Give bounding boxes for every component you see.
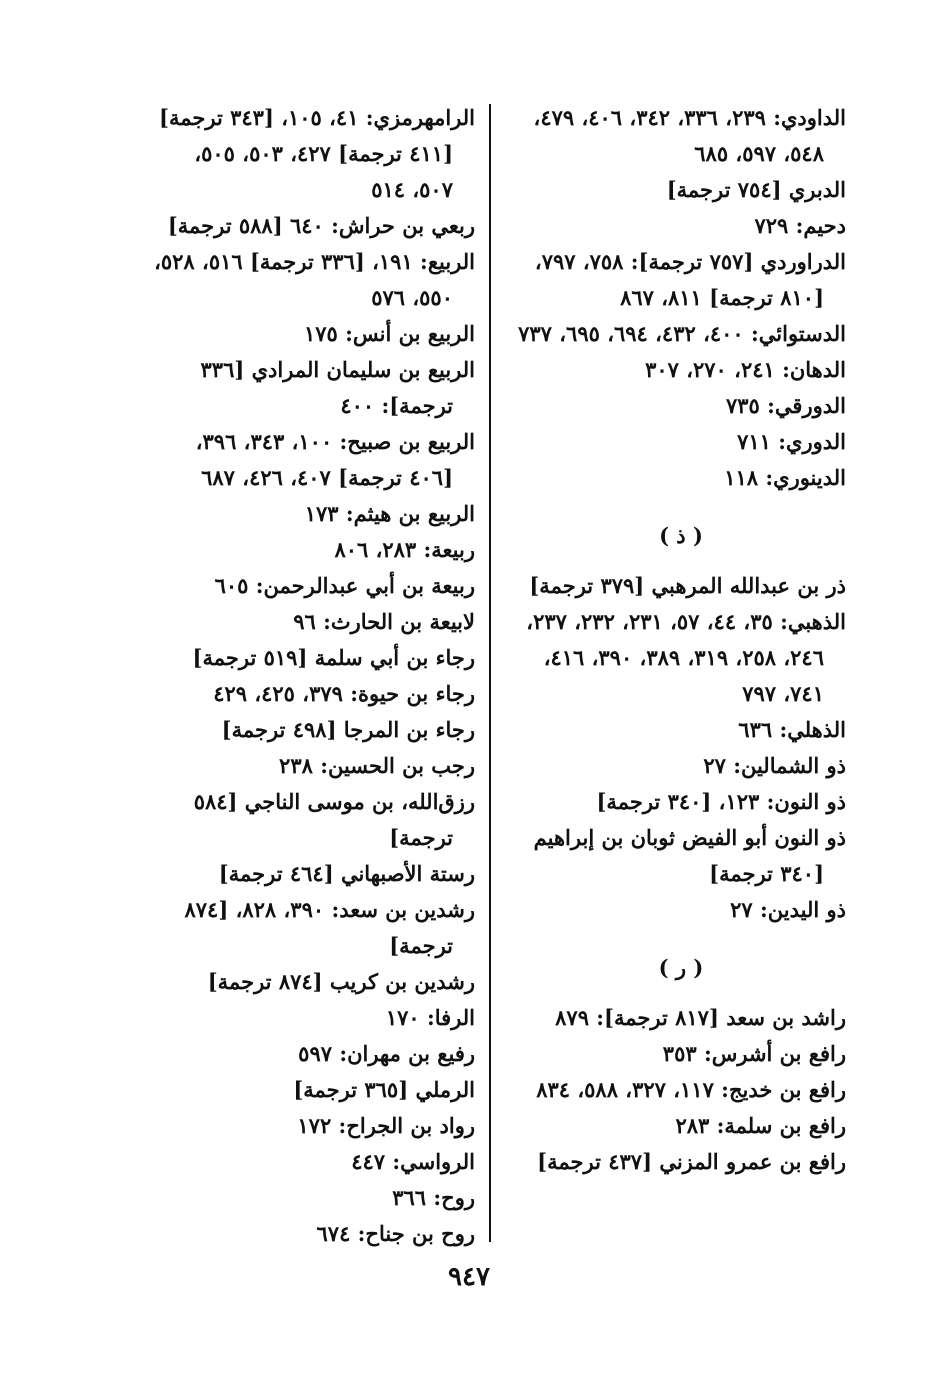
index-entry: ربيعة بن أبي عبدالرحمن: ٦٠٥: [214, 573, 475, 598]
page-number: ٩٤٧: [448, 1262, 490, 1292]
index-entry: ذو الشمالين: ٢٧: [703, 753, 846, 778]
index-entry: الدوري: ٧١١: [737, 429, 846, 454]
index-entry: رافع بن أشرس: ٣٥٣: [662, 1041, 846, 1066]
index-entry: الربيع بن صبيح: ١٠٠، ٣٤٣، ٣٩٦، [٤٠٦ ترجمة] ٤٠٧، ٤٢٦، ٦٨٧: [195, 429, 475, 490]
index-entry: ربيعة: ٢٨٣، ٨٠٦: [334, 537, 475, 562]
index-entry: ذر بن عبدالله المرهبي [٣٧٩ ترجمة]: [529, 573, 846, 598]
index-entry: رزق‌الله، بن موسى الناجي [٥٨٤ ترجمة]: [193, 789, 475, 850]
index-entry: رشدين بن سعد: ٣٩٠، ٨٢٨، [٨٧٤ ترجمة]: [184, 897, 475, 958]
index-entry: الرواسي: ٤٤٧: [351, 1149, 475, 1174]
index-entry: الذهلي: ٦٣٦: [738, 717, 846, 742]
index-entry: دحيم: ٧٢٩: [754, 213, 846, 238]
index-entry: رواد بن الجراح: ١٧٢: [297, 1113, 475, 1138]
index-entry: الرامهرمزي: ٤١، ١٠٥، [٣٤٣ ترجمة] [٤١١ ترجمة] ٤٢٧، ٥٠٣، ٥٠٥، ٥٠٧، ٥١٤: [159, 105, 475, 202]
index-entry: رفيع بن مهران: ٥٩٧: [298, 1041, 475, 1066]
index-entry: رستة الأصبهاني [٤٦٤ ترجمة]: [218, 861, 475, 886]
index-column-right: [150, 100, 475, 1252]
index-entry: الربيع بن أنس: ١٧٥: [304, 321, 475, 346]
index-entry: الدورقي: ٧٣٥: [726, 393, 846, 418]
entry-group-dal: [516, 100, 846, 496]
index-entry: الداودي: ٢٣٩، ٣٣٦، ٣٤٢، ٤٠٦، ٤٧٩، ٥٤٨، ٥٩٧، ٦٨٥: [533, 105, 846, 166]
index-entry: ذو اليدين: ٢٧: [730, 897, 846, 922]
index-entry: روح بن جناح: ٦٧٤: [316, 1221, 475, 1246]
section-heading-ra: ( ر ): [658, 955, 704, 980]
index-entry: رافع بن خديج: ١١٧، ٣٢٧، ٥٨٨، ٨٣٤: [536, 1077, 846, 1102]
index-entry: ذو النون: ١٢٣، [٣٤٠ ترجمة]: [596, 789, 846, 814]
index-entry: لابيعة بن الحارث: ٩٦: [293, 609, 475, 634]
index-entry: الربيع بن هيثم: ١٧٣: [304, 501, 475, 526]
index-entry: رافع بن سلمة: ٢٨٣: [675, 1113, 846, 1138]
index-entry: رافع بن عمرو المزني [٤٣٧ ترجمة]: [537, 1149, 846, 1174]
index-entry: راشد بن سعد [٨١٧ ترجمة]: ٨٧٩: [555, 1005, 846, 1030]
index-entry: الدبري [٧٥٤ ترجمة]: [666, 177, 846, 202]
index-entry: الربيع بن سليمان المرادي [٣٣٦ ترجمة]: ٤٠٠: [200, 357, 475, 418]
index-entry: الذهبي: ٣٥، ٤٤، ٥٧، ٢٣١، ٢٣٢، ٢٣٧، ٢٤٦، ٢٥٨، ٣١٩، ٣٨٩، ٣٩٠، ٤١٦، ٧٤١، ٧٩٧: [526, 609, 846, 706]
index-entry: رشدين بن كريب [٨٧٤ ترجمة]: [207, 969, 475, 994]
index-entry: الدراوردي [٧٥٧ ترجمة]: ٧٥٨، ٧٩٧، [٨١٠ ترجمة] ٨١١، ٨٦٧: [534, 249, 846, 310]
entry-group-dhal: [516, 568, 846, 928]
index-entry: الربيع: ١٩١، [٣٣٦ ترجمة] ٥١٦، ٥٢٨، ٥٥٠، ٥٧٦: [154, 249, 475, 310]
index-entry: الدهان: ٢٤١، ٢٧٠، ٣٠٧: [645, 357, 846, 382]
index-entry: رجب بن الحسين: ٢٣٨: [279, 753, 475, 778]
index-entry: رجاء بن أبي سلمة [٥١٩ ترجمة]: [192, 645, 475, 670]
column-divider: [489, 104, 491, 1242]
index-entry: روح: ٣٦٦: [392, 1185, 475, 1210]
index-entry: رجاء بن المرجا [٤٩٨ ترجمة]: [221, 717, 475, 742]
index-entry: الدينوري: ١١٨: [724, 465, 846, 490]
index-entry: ربعي بن حراش: ٦٤٠ [٥٨٨ ترجمة]: [167, 213, 475, 238]
index-entry: الرملي [٣٦٥ ترجمة]: [293, 1077, 475, 1102]
index-entry: الرفا: ١٧٠: [385, 1005, 475, 1030]
index-column-left: [516, 100, 846, 1180]
index-entry: الدستوائي: ٤٠٠، ٤٣٢، ٦٩٤، ٦٩٥، ٧٣٧: [518, 321, 846, 346]
entry-group-ra: [516, 1000, 846, 1180]
section-heading-dhal: ( ذ ): [659, 523, 703, 548]
index-entry: رجاء بن حيوة: ٣٧٩، ٤٢٥، ٤٢٩: [213, 681, 475, 706]
index-entry: ذو النون أبو الفيض ثوبان بن إبراهيم [٣٤٠ ترجمة]: [533, 825, 846, 886]
